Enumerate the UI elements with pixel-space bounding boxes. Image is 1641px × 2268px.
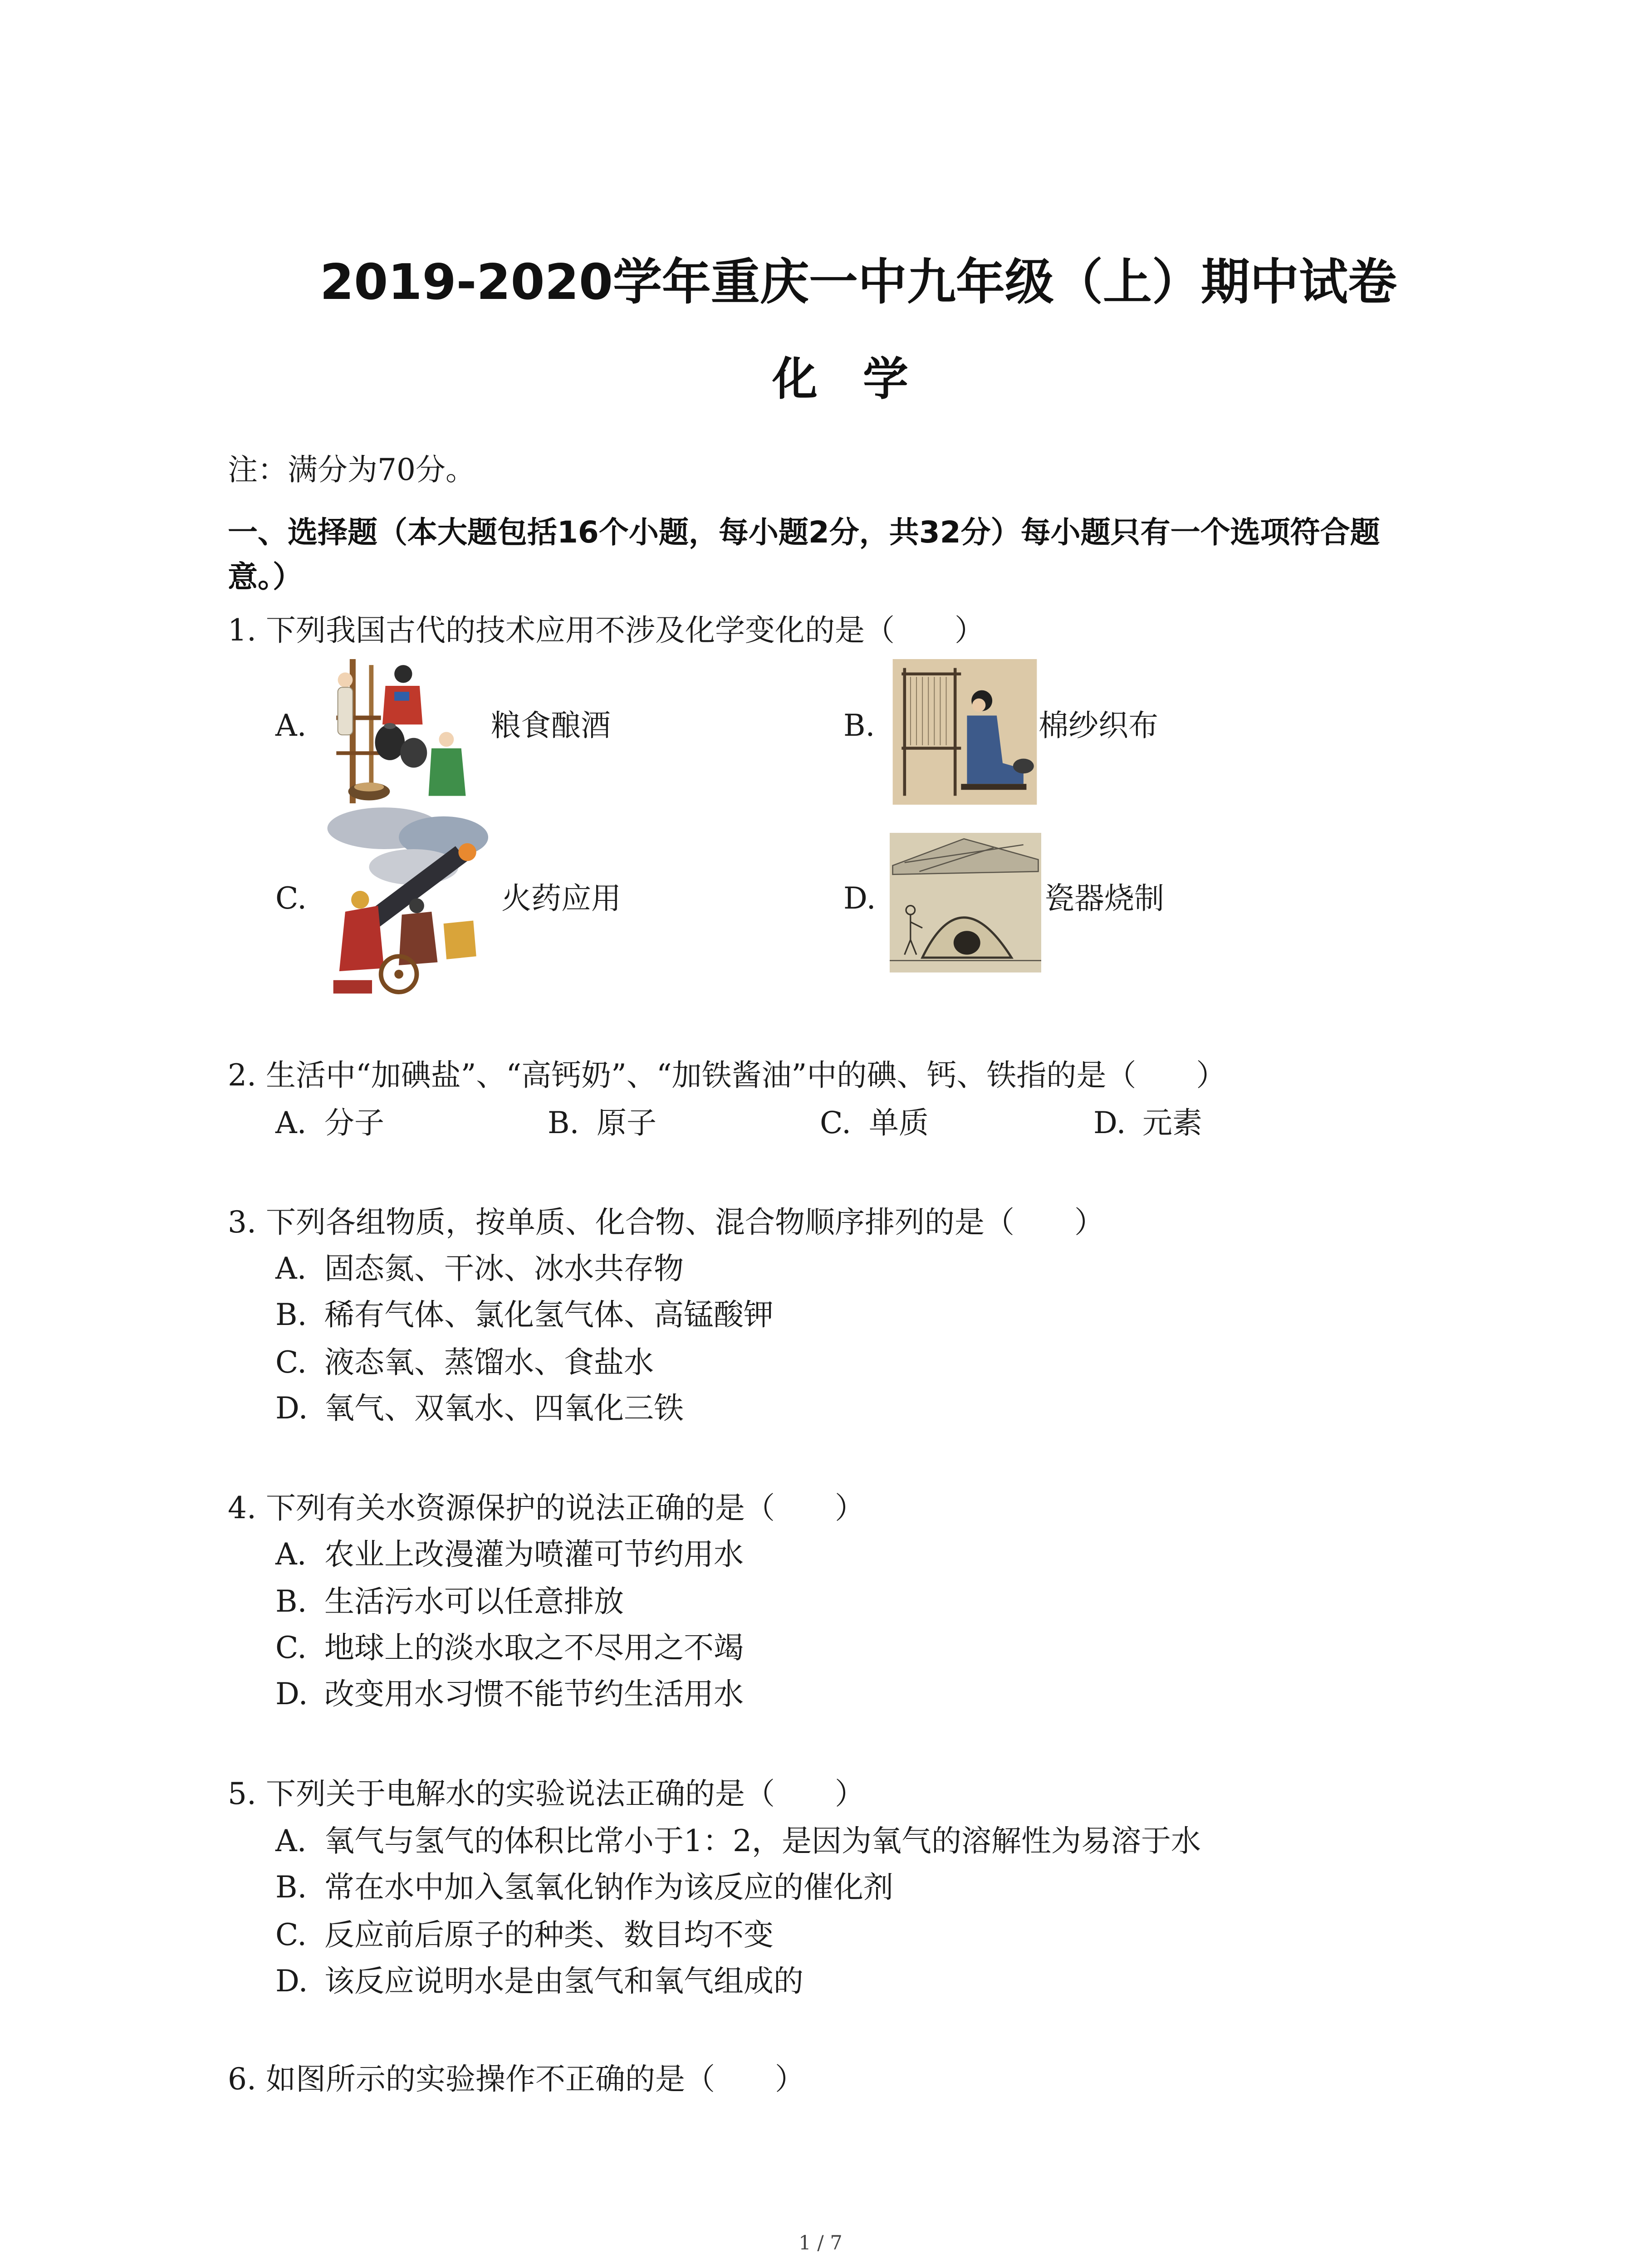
question-2-option-d-label: D.: [1093, 1105, 1126, 1140]
cart-wheel: [381, 956, 417, 992]
question-4-stem: 4. 下列有关水资源保护的说法正确的是（ ）: [228, 1491, 865, 1525]
question-4-option-d-label: D.: [275, 1677, 308, 1711]
question-4-option-b-label: B.: [275, 1584, 307, 1619]
question-2-option-c-text: 单质: [869, 1105, 929, 1140]
question-3-option-a-label: A.: [275, 1251, 307, 1286]
question-1-option-d-text: 瓷器烧制: [1044, 881, 1164, 916]
question-1-option-b-label: B.: [843, 708, 875, 743]
question-5-option-a-label: A.: [275, 1823, 307, 1858]
question-2-option-b-label: B.: [548, 1105, 579, 1140]
question-2-option-c-label: C.: [820, 1105, 852, 1140]
question-4-option-a-label: A.: [275, 1537, 307, 1572]
question-1-option-c-label: C.: [275, 881, 307, 916]
page-number: 1 / 7: [798, 2232, 843, 2254]
question-4-option-c-label: C.: [275, 1630, 307, 1665]
question-3-option-a-text: 固态氮、干冰、冰水共存物: [324, 1251, 684, 1286]
section-heading-line-2: 意。）: [228, 559, 303, 594]
question-1-option-c-text: 火药应用: [501, 881, 621, 916]
question-2-option-a-text: 分子: [324, 1105, 384, 1140]
question-3-option-d-text: 氧气、双氧水、四氧化三铁: [324, 1391, 684, 1426]
question-5-option-d-label: D.: [275, 1964, 308, 1999]
question-2-stem: 2. 生活中“加碘盐”、“高钙奶”、“加铁酱油”中的碘、钙、铁指的是（ ）: [228, 1058, 1226, 1093]
question-5-option-b-text: 常在水中加入氢氧化钠作为该反应的催化剂: [324, 1870, 893, 1905]
page-title: 2019-2020学年重庆一中九年级（上）期中试卷: [320, 254, 1397, 311]
question-1-option-b-text: 棉纱织布: [1038, 708, 1158, 743]
question-3-option-d-label: D.: [275, 1391, 308, 1426]
question-3-option-b-label: B.: [275, 1297, 307, 1332]
section-heading-line-1: 一、选择题（本大题包括16个小题，每小题2分，共32分）每小题只有一个选项符合题: [228, 515, 1380, 550]
question-1-option-d-label: D.: [843, 881, 876, 916]
figure-white-robe: [338, 673, 353, 735]
question-1-option-b-image: [892, 659, 1037, 805]
question-2-option-d-text: 元素: [1142, 1105, 1202, 1140]
question-3-stem: 3. 下列各组物质，按单质、化合物、混合物顺序排列的是（ ）: [228, 1205, 1104, 1240]
question-4-option-b-text: 生活污水可以任意排放: [324, 1584, 624, 1619]
question-2-option-b-text: 原子: [597, 1105, 656, 1140]
question-4-option-a-text: 农业上改漫灌为喷灌可节约用水: [324, 1537, 744, 1572]
figure-green-robe: [429, 732, 466, 796]
question-5-option-d-text: 该反应说明水是由氢气和氧气组成的: [324, 1964, 803, 1999]
question-1-option-c-image: [324, 807, 499, 997]
question-3-option-c-label: C.: [275, 1345, 307, 1380]
question-5-option-a-text: 氧气与氢气的体积比常小于1：2，是因为氧气的溶解性为易溶于水: [324, 1823, 1201, 1858]
score-note: 注：满分为70分。: [228, 452, 475, 487]
question-1-option-a-text: 粮食酿酒: [491, 708, 611, 743]
question-3-option-b-text: 稀有气体、氯化氢气体、高锰酸钾: [324, 1297, 774, 1332]
question-3-option-c-text: 液态氧、蒸馏水、食盐水: [324, 1345, 654, 1380]
wine-jars: [375, 723, 427, 767]
question-2-option-a-label: A.: [275, 1105, 307, 1140]
subject-title: 化 学: [772, 352, 908, 406]
figure-red-robe: [382, 665, 423, 724]
question-6-stem: 6. 如图所示的实验操作不正确的是（ ）: [228, 2062, 805, 2097]
question-5-option-c-text: 反应前后原子的种类、数目均不变: [324, 1917, 774, 1952]
question-1-option-a-image: [324, 659, 473, 803]
question-5-option-b-label: B.: [275, 1870, 307, 1905]
question-4-option-d-text: 改变用水习惯不能节约生活用水: [324, 1677, 744, 1711]
question-5-stem: 5. 下列关于电解水的实验说法正确的是（ ）: [228, 1776, 865, 1811]
question-1-option-d-image: [890, 833, 1041, 973]
question-4-option-c-text: 地球上的淡水取之不尽用之不竭: [324, 1630, 744, 1665]
question-1-option-a-label: A.: [275, 708, 307, 743]
question-1-stem: 1. 下列我国古代的技术应用不涉及化学变化的是（ ）: [228, 613, 985, 648]
question-5-option-c-label: C.: [275, 1917, 307, 1952]
